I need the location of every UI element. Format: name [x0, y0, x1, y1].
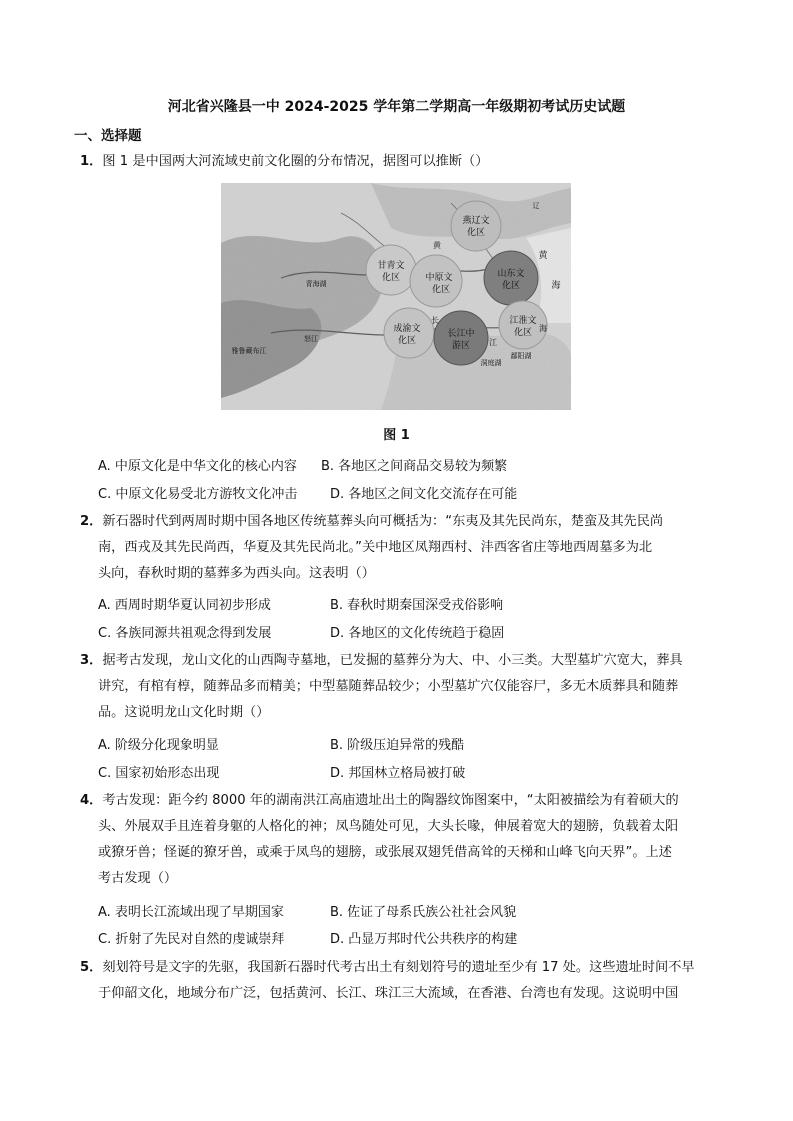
label-jianghuai-1: 江淮文 — [509, 316, 537, 326]
label-yanliao-2: 化区 — [466, 228, 486, 238]
question-number: 1． — [80, 154, 103, 169]
question-5-line-1 — [80, 958, 695, 978]
label-yalu: 雅鲁藏布江 — [231, 347, 267, 355]
label-shandong-2: 化区 — [501, 281, 521, 291]
figure-caption: 图 1 — [383, 428, 410, 443]
label-chang: 长 — [431, 316, 439, 325]
label-chengyu-2: 化区 — [397, 336, 417, 346]
label-hai: 海 — [551, 281, 561, 291]
question-text: 据考古发现，龙山文化的山西陶寺墓地，已发掘的墓葬分为大、中、小三类。大型墓圹穴宽大，葬具 — [102, 653, 683, 668]
question-4-line-1 — [80, 791, 679, 811]
question-text: 刻划符号是文字的先驱，我国新石器时代考古出土有刻划符号的遗址至少有 17 处。这些遗址时间不早 — [102, 960, 695, 975]
label-nuqiang: 怒江 — [304, 335, 318, 343]
q1-option-b[interactable]: B. 各地区之间商品交易较为频繁 — [321, 459, 508, 474]
q4-option-a[interactable]: A. 表明长江流域出现了早期国家 — [98, 905, 284, 920]
q3-option-a[interactable]: A. 阶级分化现象明显 — [98, 738, 219, 753]
label-zhongyuan-2: 化区 — [431, 285, 451, 295]
question-1 — [80, 152, 488, 172]
q3-option-d[interactable]: D. 邦国林立格局被打破 — [330, 766, 466, 781]
exam-title: 河北省兴隆县一中 2024-2025 学年第二学期高一年级期初考试历史试题 — [167, 99, 626, 115]
label-changjiang-1: 长江中 — [447, 329, 475, 339]
question-3-line-3: 品。这说明龙山文化时期（） — [98, 705, 270, 720]
question-number: 5． — [80, 960, 103, 975]
q3-option-b[interactable]: B. 阶级压迫异常的残酷 — [330, 738, 465, 753]
label-changjiang-2: 游区 — [451, 341, 471, 351]
question-2-line-3: 头向，春秋时期的墓葬多为西头向。这表明（） — [98, 566, 375, 581]
q1-option-a[interactable]: A. 中原文化是中华文化的核心内容 — [98, 459, 297, 474]
question-4-line-2: 头、外展双手且连着身躯的人格化的神；凤鸟随处可见，大头长喙，伸展着宽大的翅膀，负载着太阳 — [98, 819, 679, 834]
label-shandong-1: 山东文 — [497, 269, 525, 279]
label-jiang: 江 — [489, 338, 497, 347]
question-3-line-2: 讲究，有棺有椁，随葬品多而精美；中型墓随葬品较少；小型墓圹穴仅能容尸，多无木质葬具和随葬 — [98, 679, 679, 694]
q2-option-d[interactable]: D. 各地区的文化传统趋于稳固 — [330, 626, 505, 641]
label-hai2: 海 — [539, 324, 547, 333]
q3-option-c[interactable]: C. 国家初始形态出现 — [98, 766, 220, 781]
q2-option-b[interactable]: B. 春秋时期秦国深受戎俗影响 — [330, 598, 504, 613]
q2-option-c[interactable]: C. 各族同源共祖观念得到发展 — [98, 626, 272, 641]
q1-option-d[interactable]: D. 各地区之间文化交流存在可能 — [330, 487, 518, 502]
label-liao: 辽 — [532, 202, 540, 210]
label-ganqing-2: 化区 — [381, 273, 401, 283]
label-dongting: 洞庭湖 — [480, 359, 502, 367]
question-4-line-3: 或獠牙兽；怪诞的獠牙兽，或乘于凤鸟的翅膀，或张展双翅凭借高耸的天梯和山峰飞向天界”。上述 — [98, 845, 672, 860]
question-number: 3． — [80, 653, 103, 668]
label-zhongyuan-1: 中原文 — [425, 273, 453, 283]
q4-option-b[interactable]: B. 佐证了母系氏族公社社会风貌 — [330, 905, 517, 920]
label-poyang: 鄱阳湖 — [510, 352, 532, 360]
question-text: 图 1 是中国两大河流域史前文化圈的分布情况，据图可以推断（） — [102, 154, 489, 169]
region-yanliao — [451, 201, 501, 251]
prehistoric-culture-map — [221, 183, 571, 410]
q1-option-c[interactable]: C. 中原文化易受北方游牧文化冲击 — [98, 487, 298, 502]
label-chengyu-1: 成渝文 — [393, 324, 421, 334]
q4-option-c[interactable]: C. 折射了先民对自然的虔诚崇拜 — [98, 932, 285, 947]
question-3-line-1 — [80, 651, 683, 671]
question-text: 考古发现：距今约 8000 年的湖南洪江高庙遗址出土的陶器纹饰图案中，“太阳被描绘为有着硕大的 — [102, 793, 679, 808]
question-5-line-2: 于仰韶文化，地域分布广泛，包括黄河、长江、珠江三大流域，在香港、台湾也有发现。这说明中国 — [98, 986, 679, 1001]
label-ganqing-1: 甘青文 — [377, 261, 405, 271]
question-text: 新石器时代到两周时期中国各地区传统墓葬头向可概括为：“东夷及其先民尚东，楚蛮及其先民尚 — [102, 514, 664, 529]
question-number: 4． — [80, 793, 103, 808]
label-huangshui: 黄 — [433, 241, 441, 250]
label-huang: 黄 — [538, 251, 548, 261]
question-2-line-1 — [80, 512, 663, 532]
label-yanliao-1: 燕辽文 — [462, 216, 490, 226]
label-qinghaihu: 青海湖 — [305, 280, 327, 288]
q4-option-d[interactable]: D. 凸显万邦时代公共秩序的构建 — [330, 932, 518, 947]
label-jianghuai-2: 化区 — [513, 328, 533, 338]
question-number: 2． — [80, 514, 103, 529]
q2-option-a[interactable]: A. 西周时期华夏认同初步形成 — [98, 598, 271, 613]
section-heading: 一、选择题 — [74, 128, 142, 144]
question-4-line-4: 考古发现（） — [98, 871, 178, 886]
question-2-line-2: 南，西戎及其先民尚西，华夏及其先民尚北。”关中地区凤翔西村、沣西客省庄等地西周墓多为北 — [98, 540, 653, 555]
